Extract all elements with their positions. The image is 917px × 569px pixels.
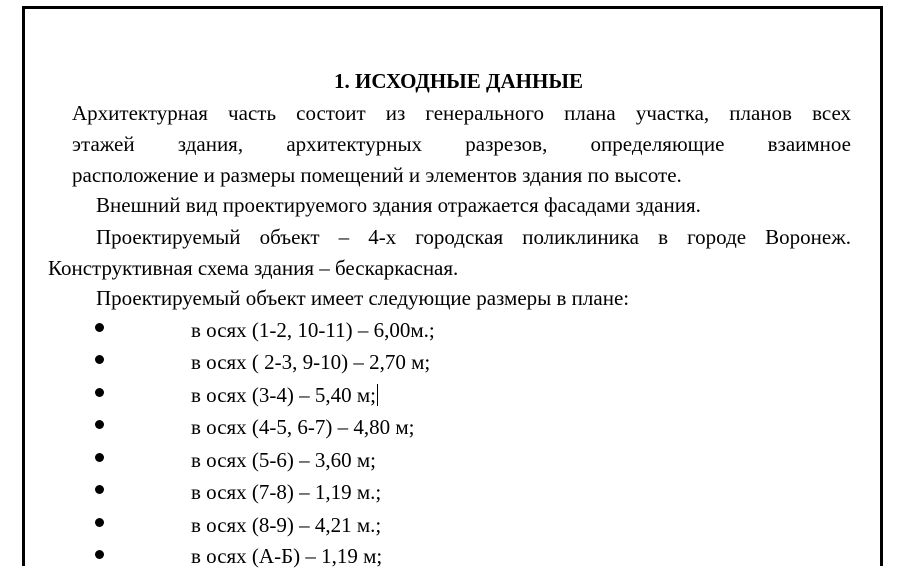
paragraph-1-line-1: Архитектурная часть состоит из генерального плана участка, планов всех xyxy=(72,101,851,125)
list-item: в осях ( 2-3, 9-10) – 2,70 м; xyxy=(191,350,431,374)
bullet-icon xyxy=(95,420,104,429)
bullet-icon xyxy=(95,518,104,527)
paragraph-3-line-2: Конструктивная схема здания – бескаркасная. xyxy=(48,256,459,280)
paragraph-3-line-1: Проектируемый объект – 4-х городская поликлиника в городе Воронеж. xyxy=(96,225,851,249)
list-item: в осях (8-9) – 4,21 м.; xyxy=(191,513,382,537)
bullet-icon xyxy=(95,485,104,494)
section-heading: 1. ИСХОДНЫЕ ДАННЫЕ xyxy=(334,69,583,93)
list-item xyxy=(191,382,378,408)
paragraph-4: Проектируемый объект имеет следующие размеры в плане: xyxy=(96,286,630,310)
bullet-icon xyxy=(95,355,104,364)
bullet-icon xyxy=(95,323,104,332)
list-item: в осях (А-Б) – 1,19 м; xyxy=(191,544,383,568)
bullet-icon xyxy=(95,453,104,462)
list-item: в осях (1-2, 10-11) – 6,00м.; xyxy=(191,318,435,342)
bullet-icon xyxy=(95,388,104,397)
list-item: в осях (4-5, 6-7) – 4,80 м; xyxy=(191,415,415,439)
paragraph-1-line-3: расположение и размеры помещений и элементов здания по высоте. xyxy=(72,163,682,187)
text-cursor xyxy=(377,384,378,406)
list-item: в осях (7-8) – 1,19 м.; xyxy=(191,480,382,504)
paragraph-1-line-2: этажей здания, архитектурных разрезов, определяющие взаимное xyxy=(72,132,851,156)
list-item-text: в осях (3-4) – 5,40 м; xyxy=(191,383,377,407)
paragraph-2: Внешний вид проектируемого здания отражается фасадами здания. xyxy=(96,193,701,217)
list-item: в осях (5-6) – 3,60 м; xyxy=(191,448,377,472)
bullet-icon xyxy=(95,550,104,559)
